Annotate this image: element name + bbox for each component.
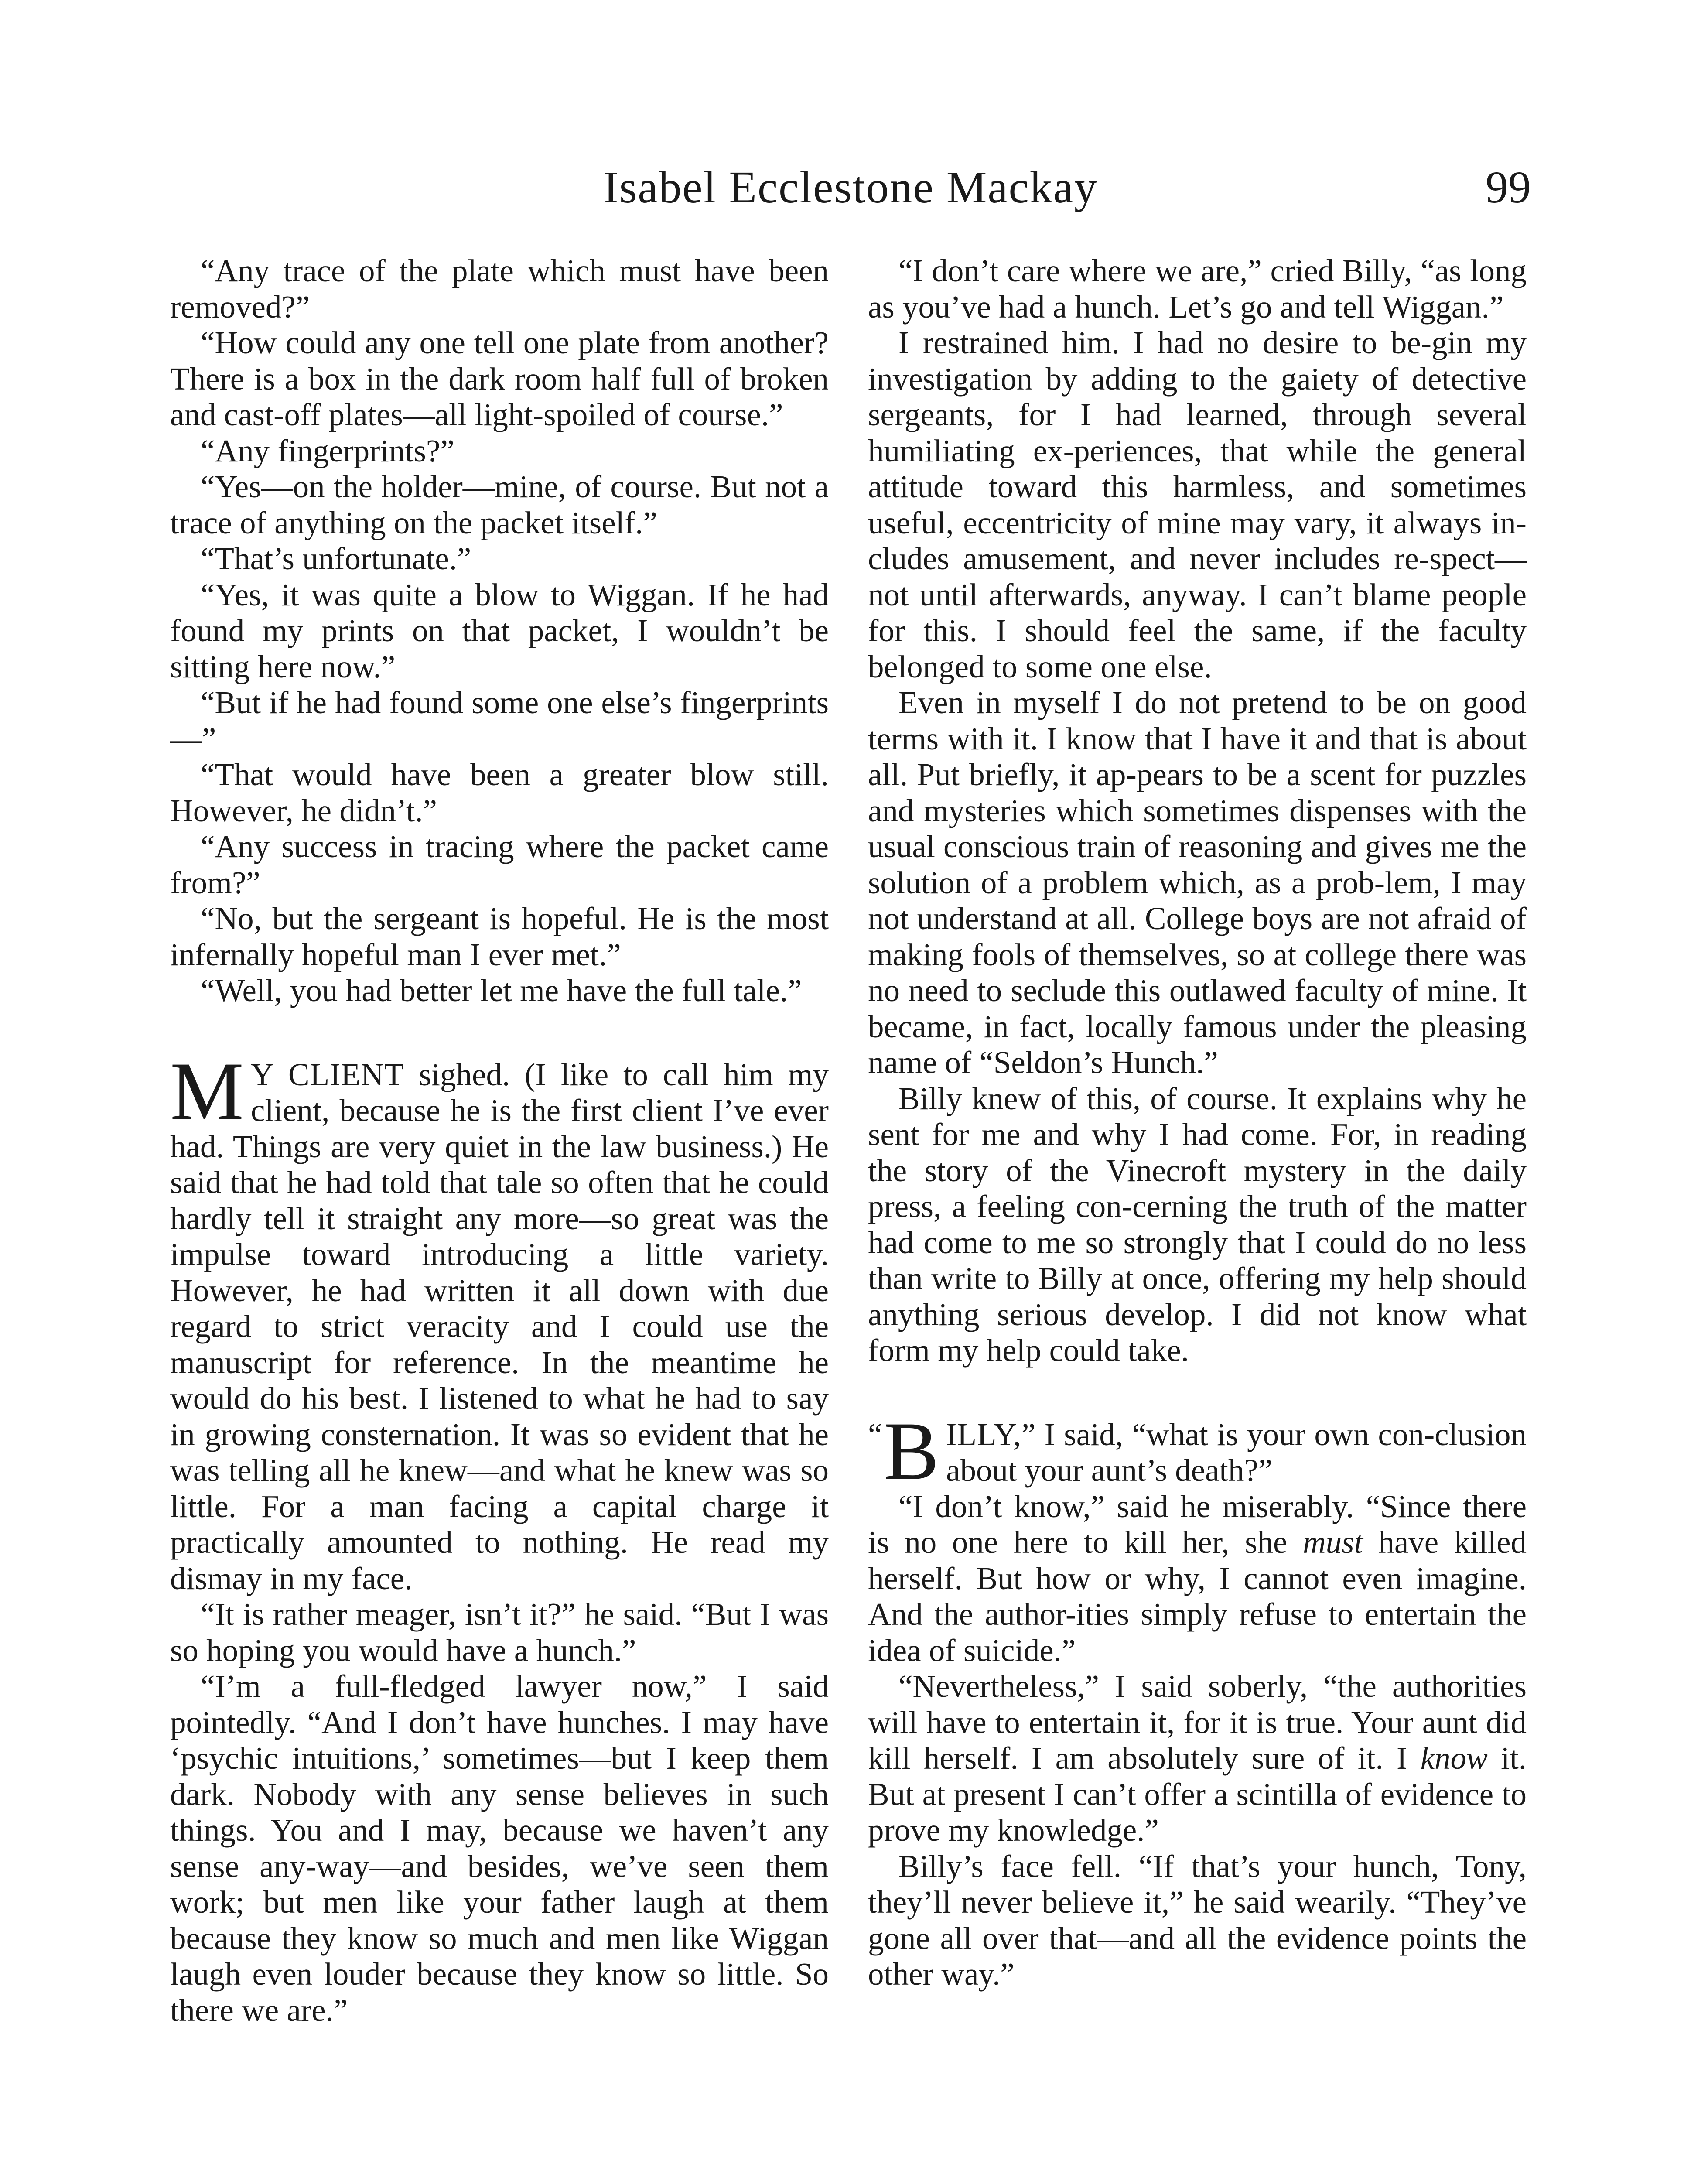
paragraph: Even in myself I do not pretend to be on good terms with it. I know that I have it and that is about all. Put briefly, it ap-pears to be a scent for puzzles and mysteries which sometimes dispenses with the usual conscious train of reasoning and gives me the solution of a problem which, as a prob-lem, I may not understand at all. College boys are not afraid of making fools of themselves, so at college there was no need to seclude this outlawed faculty of mine. It became, in fact, locally famous under the pleasing name of “Seldon’s Hunch.”	[868, 685, 1527, 1080]
paragraph: “That’s unfortunate.”	[201, 541, 471, 576]
paragraph: “Yes—on the holder—mine, of course. But not a trace of anything on the packet itself.”	[170, 469, 829, 540]
section-text: sighed. (I like to call him my client, because he is the first client I’ve ever had. Things are very quiet in the law business.) He said that he had told that tale so often that he could hardly tell it straight any more—so great was the impulse toward introducing a little variety. However, he had written it all down with due regard to strict veracity and I could use the manuscript for reference. In the meantime he would do his best. I listened to what he had to say in growing consternation. It was so evident that he was telling all he knew—and what he knew was so little. For a man facing a capital charge it practically amounted to nothing. He read my dismay in my face.	[170, 1056, 829, 1596]
paragraph: I restrained him. I had no desire to be-gin my investigation by adding to the gaiety of detective sergeants, for I had learned, through several humiliating ex-periences, that while the general attitude toward this harmless, and sometimes useful, eccentricity of mine may vary, it always in-cludes amusement, and never includes re-spect—not until afterwards, anyway. I can’t blame people for this. I should feel the same, if the faculty belonged to some one else.	[868, 325, 1527, 684]
paragraph: Billy knew of this, of course. It explains why he sent for me and why I had come. For, in reading the story of the Vinecroft mystery in the daily press, a feeling con-cerning the truth of the matter had come to me so strongly that I could do no less than write to Billy at once, offering my help should anything serious develop. I did not know what form my help could take.	[868, 1080, 1527, 1368]
emphasis: know	[1420, 1740, 1488, 1776]
drop-cap: M	[170, 1045, 244, 1137]
section-paragraph	[170, 1045, 829, 1597]
paragraph: “Well, you had better let me have the full tale.”	[201, 973, 802, 1008]
opening-quote: “	[868, 1416, 882, 1452]
emphasis: must	[1302, 1525, 1363, 1560]
left-column	[170, 253, 829, 2028]
paragraph: “I’m a full-fledged lawyer now,” I said pointedly. “And I don’t have hunches. I may have ‘psychic intuitions,’ sometimes—but I keep them dark. Nobody with any sense believes in such things. You and I may, because we haven’t any sense any-way—and besides, we’ve seen them work; but men like your father laugh at them because they know so much and men like Wiggan laugh even louder because they know so little. So there we are.”	[170, 1668, 829, 2028]
paragraph	[868, 1489, 1527, 1669]
right-column	[868, 253, 1527, 1993]
text-run: have killed herself. But how or why, I cannot even imagine. And the author-ities simply refuse to entertain the idea of suicide.”	[868, 1525, 1527, 1668]
paragraph: “Any trace of the plate which must have been removed?”	[170, 253, 829, 325]
running-head: Isabel Ecclestone Mackay	[603, 162, 1098, 212]
paragraph: “No, but the sergeant is hopeful. He is the most infernally hopeful man I ever met.”	[170, 901, 829, 972]
paragraph: “But if he had found some one else’s fingerprints—”	[170, 685, 829, 756]
paragraph: Billy’s face fell. “If that’s your hunch, Tony, they’ll never believe it,” he said wearily. “They’ve gone all over that—and all the evidence points the other way.”	[868, 1848, 1527, 1992]
section-paragraph	[868, 1405, 1527, 1497]
paragraph: “I don’t care where we are,” cried Billy, “as long as you’ve had a hunch. Let’s go and tell Wiggan.”	[868, 253, 1527, 325]
section-text: ” I said, “what is your own con-clusion about your aunt’s death?”	[946, 1416, 1527, 1488]
text-run: “Nevertheless,” I said soberly, “the authorities will have to entertain it, for it is true. Your aunt did kill herself. I am absolutely sure of it. I	[868, 1668, 1527, 1776]
section-lead-caps: Y CLIENT	[250, 1056, 404, 1092]
text-run: it. But at present I can’t offer a scintilla of evidence to prove my knowledge.”	[868, 1740, 1527, 1848]
drop-cap: B	[884, 1405, 939, 1497]
page-number: 99	[1486, 162, 1531, 212]
paragraph: “Any success in tracing where the packet came from?”	[170, 829, 829, 900]
paragraph: “That would have been a greater blow still. However, he didn’t.”	[170, 757, 829, 828]
paragraph: “Yes, it was quite a blow to Wiggan. If he had found my prints on that packet, I wouldn’t be sitting here now.”	[170, 577, 829, 684]
paragraph: “Any fingerprints?”	[201, 433, 454, 468]
paragraph: “It is rather meager, isn’t it?” he said. “But I was so hoping you would have a hunch.”	[170, 1596, 829, 1668]
text-run: “I don’t know,” said he miserably. “Since there is no one here to kill her, she	[868, 1488, 1527, 1560]
page-header	[170, 161, 1531, 222]
paragraph	[868, 1668, 1527, 1849]
paragraph: “How could any one tell one plate from another? There is a box in the dark room half full of broken and cast-off plates—all light-spoiled of course.”	[170, 325, 829, 432]
section-lead-caps: ILLY,	[946, 1416, 1021, 1452]
